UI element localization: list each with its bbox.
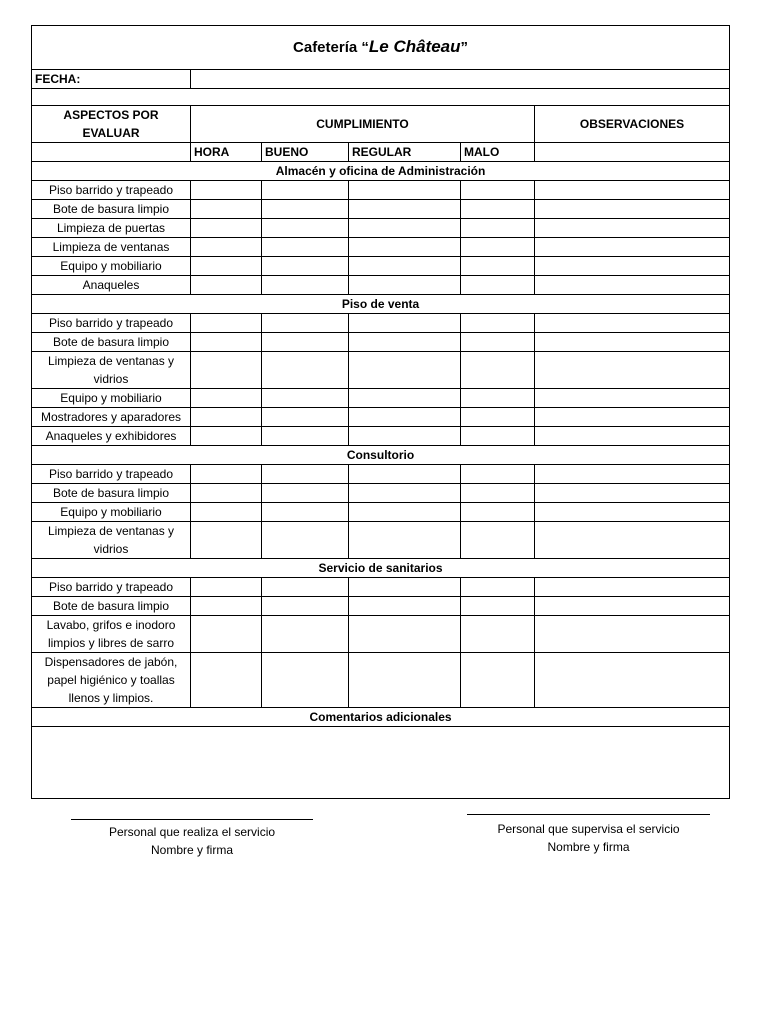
malo-cell[interactable]: [461, 314, 535, 333]
observaciones-cell[interactable]: [535, 427, 730, 446]
signature-left-line: [71, 819, 313, 820]
title-suffix: ”: [460, 39, 469, 56]
hora-cell[interactable]: [191, 408, 262, 427]
malo-cell[interactable]: [461, 219, 535, 238]
inspection-form-table: [31, 25, 730, 799]
observaciones-cell[interactable]: [535, 408, 730, 427]
checklist-row: [32, 503, 730, 522]
checklist-row: [32, 219, 730, 238]
aspect-label: Piso barrido y trapeado: [32, 465, 191, 484]
hora-cell[interactable]: [191, 578, 262, 597]
hora-cell[interactable]: [191, 219, 262, 238]
malo-cell[interactable]: [461, 578, 535, 597]
bueno-cell[interactable]: [262, 181, 349, 200]
malo-cell[interactable]: [461, 276, 535, 295]
regular-cell[interactable]: [349, 408, 461, 427]
bueno-cell[interactable]: [262, 653, 349, 708]
checklist-row: [32, 653, 730, 708]
observaciones-cell[interactable]: [535, 333, 730, 352]
hora-cell[interactable]: [191, 503, 262, 522]
regular-cell[interactable]: [349, 276, 461, 295]
regular-cell[interactable]: [349, 484, 461, 503]
fecha-field[interactable]: [191, 70, 730, 89]
regular-header: REGULAR: [349, 143, 461, 162]
malo-cell[interactable]: [461, 597, 535, 616]
bueno-cell[interactable]: [262, 427, 349, 446]
observaciones-header: OBSERVACIONES: [535, 106, 730, 143]
regular-cell[interactable]: [349, 503, 461, 522]
aspect-label: Bote de basura limpio: [32, 597, 191, 616]
bueno-cell[interactable]: [262, 503, 349, 522]
checklist-row: [32, 276, 730, 295]
malo-cell[interactable]: [461, 333, 535, 352]
observaciones-cell[interactable]: [535, 578, 730, 597]
bueno-cell[interactable]: [262, 276, 349, 295]
hora-cell[interactable]: [191, 465, 262, 484]
hora-cell[interactable]: [191, 352, 262, 389]
section-title: Piso de venta: [32, 295, 730, 314]
hora-cell[interactable]: [191, 522, 262, 559]
regular-cell[interactable]: [349, 616, 461, 653]
bueno-cell[interactable]: [262, 522, 349, 559]
checklist-row: [32, 465, 730, 484]
aspect-label: Limpieza de ventanas y vidrios: [32, 352, 191, 389]
aspects-header: ASPECTOS POR EVALUAR: [32, 106, 191, 143]
bueno-cell[interactable]: [262, 578, 349, 597]
malo-cell[interactable]: [461, 503, 535, 522]
aspect-label: Limpieza de puertas: [32, 219, 191, 238]
malo-cell[interactable]: [461, 484, 535, 503]
section-title: Servicio de sanitarios: [32, 559, 730, 578]
observaciones-cell[interactable]: [535, 597, 730, 616]
checklist-row: [32, 238, 730, 257]
hora-cell[interactable]: [191, 238, 262, 257]
checklist-row: [32, 352, 730, 389]
malo-cell[interactable]: [461, 181, 535, 200]
signature-right: [467, 814, 710, 856]
aspect-label: Equipo y mobiliario: [32, 389, 191, 408]
observaciones-cell[interactable]: [535, 257, 730, 276]
spacer-row: [32, 89, 730, 106]
observaciones-cell[interactable]: [535, 653, 730, 708]
regular-cell[interactable]: [349, 257, 461, 276]
title-prefix: Cafetería “: [293, 39, 369, 56]
hora-cell[interactable]: [191, 181, 262, 200]
bueno-cell[interactable]: [262, 408, 349, 427]
hora-cell[interactable]: [191, 200, 262, 219]
checklist-row: [32, 257, 730, 276]
bueno-cell[interactable]: [262, 465, 349, 484]
aspect-label: Piso barrido y trapeado: [32, 578, 191, 597]
bueno-cell[interactable]: [262, 597, 349, 616]
hora-cell[interactable]: [191, 616, 262, 653]
hora-cell[interactable]: [191, 597, 262, 616]
section-title: Consultorio: [32, 446, 730, 465]
malo-cell[interactable]: [461, 427, 535, 446]
malo-cell[interactable]: [461, 616, 535, 653]
aspect-label: Equipo y mobiliario: [32, 503, 191, 522]
malo-cell[interactable]: [461, 408, 535, 427]
aspect-label: Anaqueles y exhibidores: [32, 427, 191, 446]
malo-cell[interactable]: [461, 522, 535, 559]
signature-right-caption: Personal que supervisa el servicio: [497, 822, 680, 836]
bueno-cell[interactable]: [262, 389, 349, 408]
regular-cell[interactable]: [349, 333, 461, 352]
checklist-row: [32, 616, 730, 653]
bueno-cell[interactable]: [262, 314, 349, 333]
observaciones-cell[interactable]: [535, 465, 730, 484]
observaciones-cell[interactable]: [535, 314, 730, 333]
observaciones-cell[interactable]: [535, 219, 730, 238]
aspect-label: Bote de basura limpio: [32, 484, 191, 503]
hora-cell[interactable]: [191, 257, 262, 276]
observaciones-cell[interactable]: [535, 616, 730, 653]
bueno-cell[interactable]: [262, 257, 349, 276]
bueno-cell[interactable]: [262, 333, 349, 352]
checklist-row: [32, 522, 730, 559]
regular-cell[interactable]: [349, 314, 461, 333]
fecha-label: FECHA:: [32, 70, 191, 89]
bueno-cell[interactable]: [262, 238, 349, 257]
regular-cell[interactable]: [349, 427, 461, 446]
malo-cell[interactable]: [461, 465, 535, 484]
aspect-label: Bote de basura limpio: [32, 333, 191, 352]
signature-right-line: [467, 814, 710, 815]
section-title: Almacén y oficina de Administración: [32, 162, 730, 181]
malo-cell[interactable]: [461, 257, 535, 276]
regular-cell[interactable]: [349, 653, 461, 708]
aspect-label: Mostradores y aparadores: [32, 408, 191, 427]
bueno-cell[interactable]: [262, 616, 349, 653]
bueno-cell[interactable]: [262, 484, 349, 503]
observaciones-cell[interactable]: [535, 352, 730, 389]
aspect-label: Piso barrido y trapeado: [32, 314, 191, 333]
checklist-row: [32, 427, 730, 446]
bueno-cell[interactable]: [262, 352, 349, 389]
cumplimiento-header: CUMPLIMIENTO: [191, 106, 535, 143]
observaciones-cell[interactable]: [535, 200, 730, 219]
malo-cell[interactable]: [461, 653, 535, 708]
checklist-row: [32, 408, 730, 427]
regular-cell[interactable]: [349, 181, 461, 200]
malo-header: MALO: [461, 143, 535, 162]
checklist-row: [32, 333, 730, 352]
malo-cell[interactable]: [461, 200, 535, 219]
hora-cell[interactable]: [191, 389, 262, 408]
regular-cell[interactable]: [349, 219, 461, 238]
checklist-row: [32, 314, 730, 333]
checklist-row: [32, 200, 730, 219]
checklist-row: [32, 389, 730, 408]
checklist-row: [32, 578, 730, 597]
observaciones-cell[interactable]: [535, 276, 730, 295]
aspect-label: Limpieza de ventanas y vidrios: [32, 522, 191, 559]
signature-left: [71, 819, 313, 859]
subheader-blank: [32, 143, 191, 162]
observaciones-cell[interactable]: [535, 503, 730, 522]
bueno-cell[interactable]: [262, 219, 349, 238]
observaciones-cell[interactable]: [535, 484, 730, 503]
aspect-label: Lavabo, grifos e inodoro limpios y libres de sarro: [32, 616, 191, 653]
checklist-row: [32, 597, 730, 616]
malo-cell[interactable]: [461, 389, 535, 408]
aspect-label: Piso barrido y trapeado: [32, 181, 191, 200]
comments-title: Comentarios adicionales: [32, 708, 730, 727]
hora-cell[interactable]: [191, 276, 262, 295]
hora-cell[interactable]: [191, 314, 262, 333]
hora-cell[interactable]: [191, 653, 262, 708]
bueno-header: BUENO: [262, 143, 349, 162]
signature-right-subcaption: Nombre y firma: [547, 840, 630, 854]
aspect-label: Bote de basura limpio: [32, 200, 191, 219]
observaciones-cell[interactable]: [535, 522, 730, 559]
observaciones-cell[interactable]: [535, 389, 730, 408]
checklist-row: [32, 181, 730, 200]
regular-cell[interactable]: [349, 389, 461, 408]
malo-cell[interactable]: [461, 352, 535, 389]
bueno-cell[interactable]: [262, 200, 349, 219]
regular-cell[interactable]: [349, 522, 461, 559]
regular-cell[interactable]: [349, 200, 461, 219]
regular-cell[interactable]: [349, 465, 461, 484]
regular-cell[interactable]: [349, 597, 461, 616]
hora-cell[interactable]: [191, 333, 262, 352]
observaciones-cell[interactable]: [535, 181, 730, 200]
regular-cell[interactable]: [349, 352, 461, 389]
aspect-label: Dispensadores de jabón, papel higiénico y toallas llenos y limpios.: [32, 653, 191, 708]
malo-cell[interactable]: [461, 238, 535, 257]
hora-cell[interactable]: [191, 427, 262, 446]
observaciones-subheader-blank: [535, 143, 730, 162]
aspect-label: Limpieza de ventanas: [32, 238, 191, 257]
regular-cell[interactable]: [349, 238, 461, 257]
hora-header: HORA: [191, 143, 262, 162]
hora-cell[interactable]: [191, 484, 262, 503]
observaciones-cell[interactable]: [535, 238, 730, 257]
cafeteria-name: Le Château: [368, 37, 461, 56]
aspect-label: Equipo y mobiliario: [32, 257, 191, 276]
form-title: [32, 26, 730, 70]
comments-area[interactable]: [32, 727, 730, 799]
checklist-row: [32, 484, 730, 503]
signature-left-caption: Personal que realiza el servicio: [108, 825, 276, 839]
regular-cell[interactable]: [349, 578, 461, 597]
signature-left-subcaption: Nombre y firma: [150, 843, 233, 857]
aspect-label: Anaqueles: [32, 276, 191, 295]
